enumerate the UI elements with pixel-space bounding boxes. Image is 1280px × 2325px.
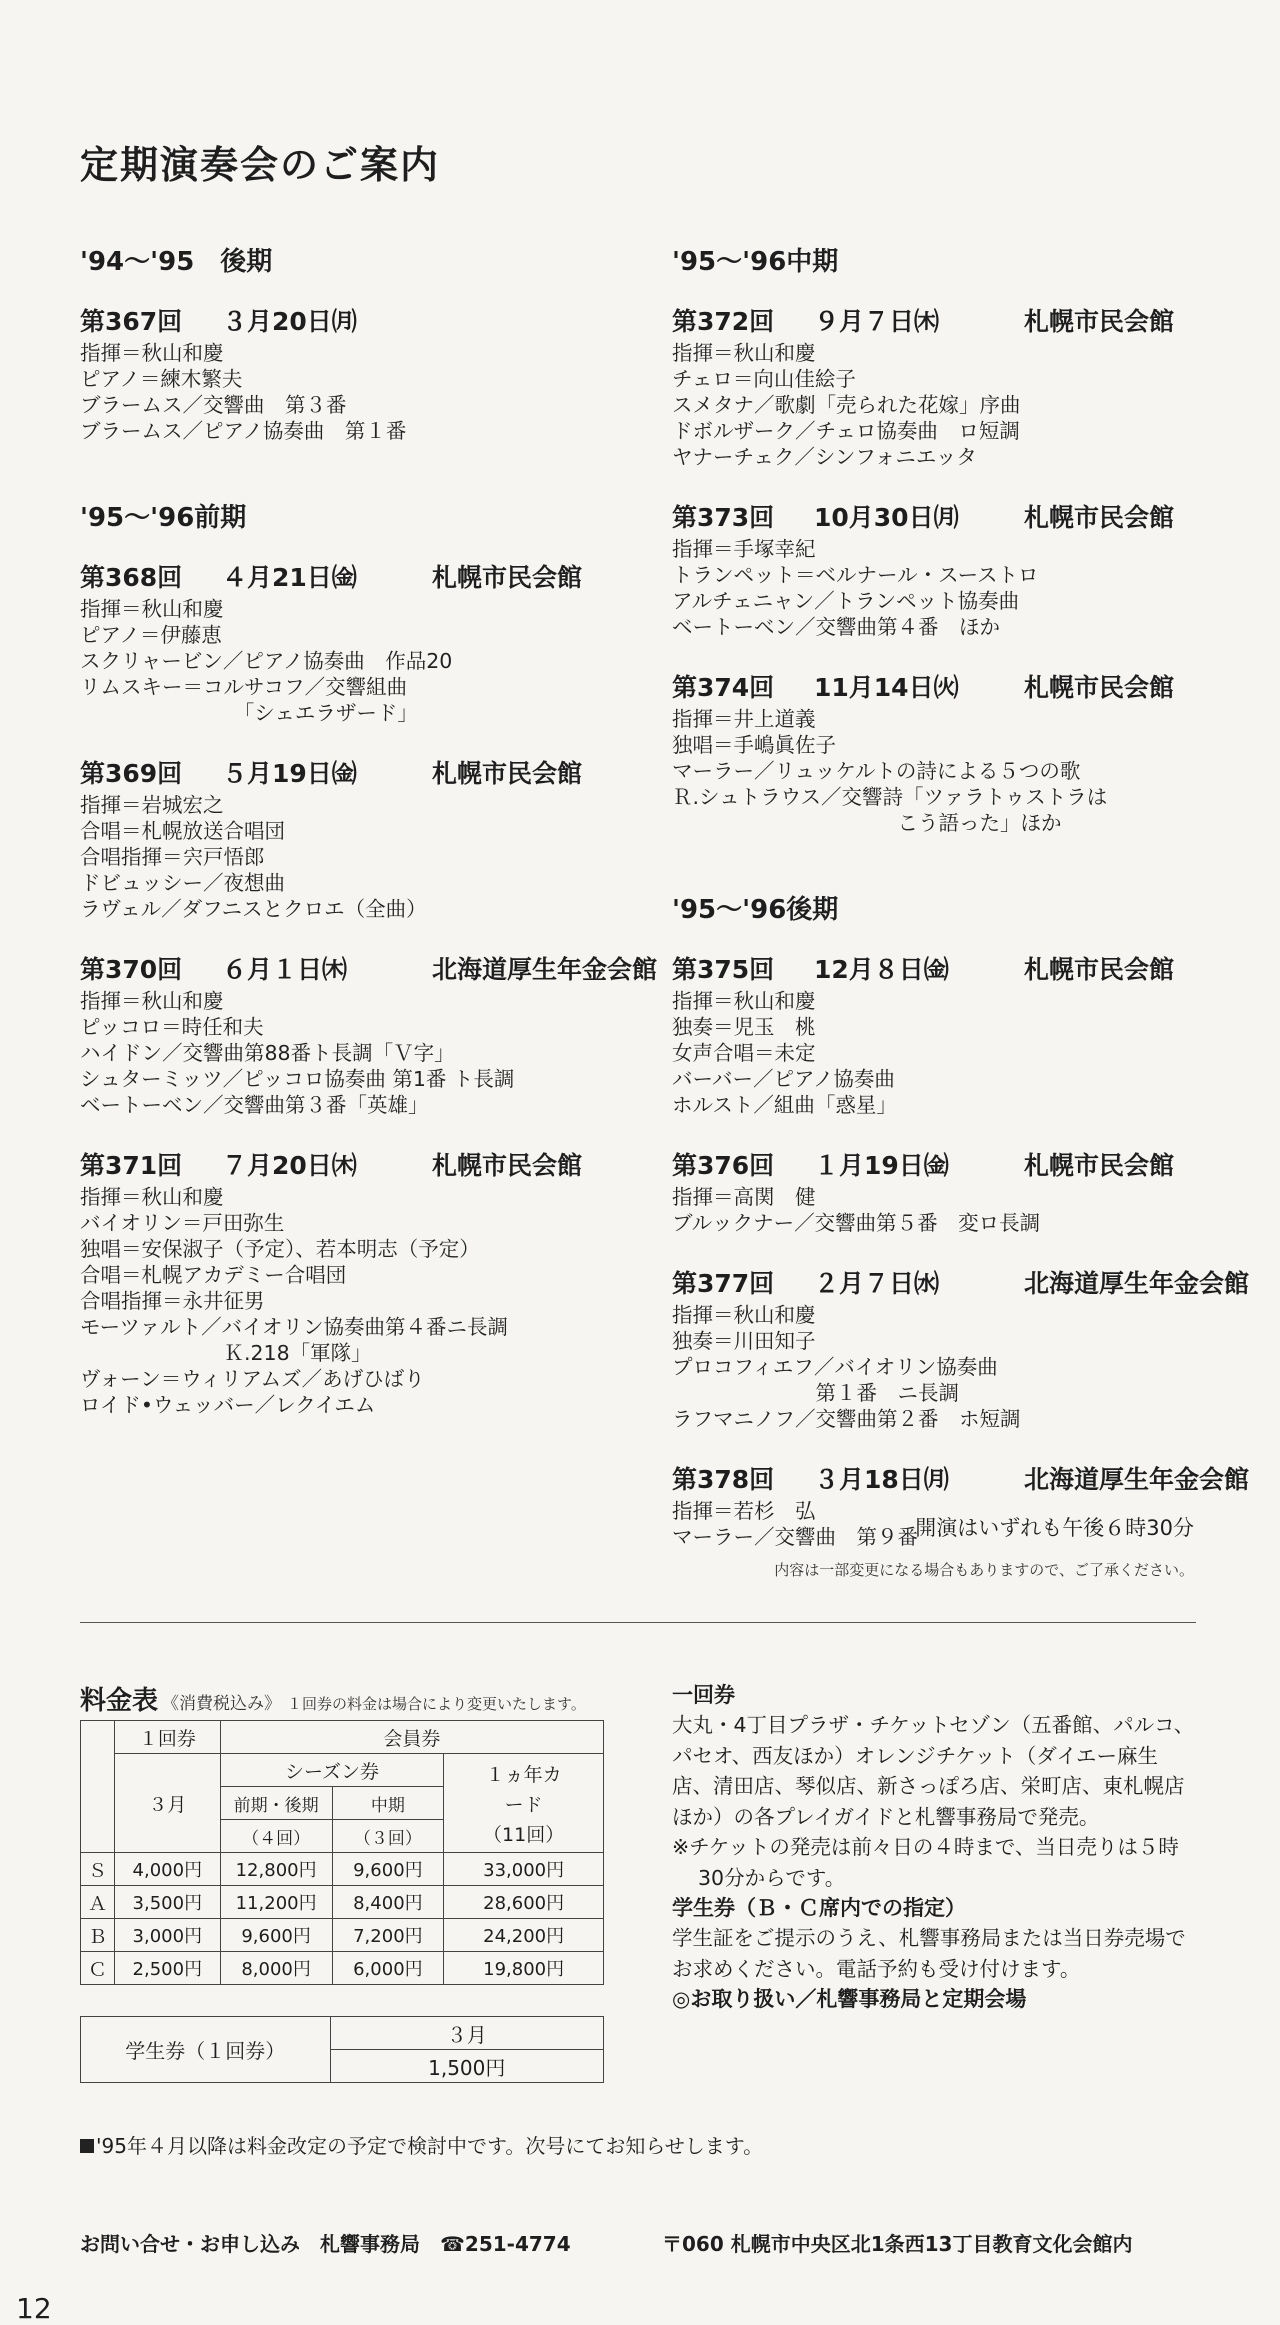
section-divider (80, 1622, 1196, 1623)
program-line: 合唱指揮＝宍戸悟郎 (80, 845, 265, 869)
price-cell-mid: 8,400円 (332, 1886, 444, 1919)
concert-date: ５月19日㈮ (222, 759, 357, 788)
concert-date: 10月30日㈪ (814, 503, 959, 532)
price-cell-seat: Ｃ (81, 1952, 115, 1985)
concert-date: ９月７日㈭ (814, 307, 940, 336)
program-line: 指揮＝秋山和慶 (672, 1303, 816, 1327)
concert-heading (672, 1266, 1250, 1302)
program-line: 女声合唱＝未定 (672, 1041, 816, 1065)
concert-date: ２月７日㈬ (814, 1269, 940, 1298)
concert-block (672, 1148, 1212, 1236)
concert-venue: 札幌市民会館 (432, 563, 583, 592)
table-corner-cell (81, 1721, 115, 1853)
program-line: ピアノ＝伊藤恵 (80, 623, 222, 647)
concert-venue: 札幌市民会館 (1024, 503, 1175, 532)
period-heading: '95〜'96前期 (80, 503, 247, 533)
program-line: 独奏＝児玉 桃 (672, 1015, 816, 1039)
program-line: マーラー／リュッケルトの詩による５つの歌 (672, 759, 1081, 783)
program-line: シュターミッツ／ピッコロ協奏曲 第1番 ト長調 (80, 1067, 515, 1091)
period-spacer (80, 474, 660, 500)
table-row (81, 1952, 604, 1985)
concert-heading (80, 952, 660, 988)
concert-heading (80, 756, 660, 792)
price-cell-single: 2,500円 (114, 1952, 220, 1985)
student-price: 1,500円 (330, 2050, 604, 2083)
price-cell-el: 9,600円 (220, 1919, 332, 1952)
program-line: ヴォーン＝ウィリアムズ／あげひばり (80, 1367, 425, 1391)
program-line: チェロ＝向山佳絵子 (672, 367, 856, 391)
program-line: 指揮＝手塚幸紀 (672, 537, 816, 561)
notice-text: '95年４月以降は料金改定の予定で検討中です。次号にてお知らせします。 (96, 2134, 764, 2158)
program-line: 指揮＝秋山和慶 (672, 341, 816, 365)
student-ticket-title: 学生券（Ｂ・Ｃ席内での指定） (672, 1896, 966, 1920)
program-line: 指揮＝高関 健 (672, 1185, 816, 1209)
concert-block (672, 500, 1212, 640)
program-line: リムスキー＝コルサコフ／交響組曲 (80, 675, 408, 699)
tax-note: 《消費税込み》 (162, 1694, 282, 1714)
concert-number: 第378回 (672, 1465, 775, 1494)
footer-contact: お問い合せ・お申し込み 札響事務局 ☎251-4774 (80, 2232, 571, 2256)
price-cell-el: 12,800円 (220, 1853, 332, 1886)
period-spacer (672, 866, 1212, 892)
single-ticket-text: 大丸・4丁目プラザ・チケットセゾン（五番館、パルコ、パセオ、西友ほか）オレンジチケット（ダイエー麻生店、清田店、琴似店、新さっぽろ店、栄町店、東札幌店ほか）の各プレイガイドと札響事務局で発売。 (672, 1713, 1195, 1829)
price-cell-mid: 9,600円 (332, 1853, 444, 1886)
table-row (81, 1919, 604, 1952)
program-line: 指揮＝秋山和慶 (80, 989, 224, 1013)
concert-date: ７月20日㈭ (222, 1151, 357, 1180)
concert-date: 11月14日㈫ (814, 673, 959, 702)
program-line: バーバー／ピアノ協奏曲 (672, 1067, 895, 1091)
concert-date: ６月１日㈭ (222, 955, 348, 984)
header-march: ３月 (114, 1754, 220, 1853)
concert-block (80, 1148, 660, 1418)
price-cell-seat: Ｂ (81, 1919, 115, 1952)
program-line: ベートーベン／交響曲第４番 ほか (672, 615, 1000, 639)
program-line: ハイドン／交響曲第88番ト長調「Ｖ字」 (80, 1041, 455, 1065)
price-cell-mid: 6,000円 (332, 1952, 444, 1985)
yearcard-label: １ヵ年カード (485, 1763, 562, 1816)
concert-venue: 北海道厚生年金会館 (1024, 1269, 1250, 1298)
program-line: Ｋ.218「軍隊」 (80, 1341, 372, 1365)
program-line: マーラー／交響曲 第９番 (672, 1525, 918, 1549)
program-line: ベートーベン／交響曲第３番「英雄」 (80, 1093, 429, 1117)
price-cell-year: 33,000円 (444, 1853, 604, 1886)
price-cell-single: 3,000円 (114, 1919, 220, 1952)
header-mid-count: （３回） (332, 1820, 444, 1853)
concert-number: 第369回 (80, 759, 183, 788)
price-cell-year: 28,600円 (444, 1886, 604, 1919)
header-yearcard (444, 1754, 604, 1853)
program-line: ピアノ＝練木繁夫 (80, 367, 243, 391)
page-number: 12 (16, 2292, 52, 2325)
concert-date: １月19日㈮ (814, 1151, 949, 1180)
concert-block (672, 952, 1212, 1118)
program-line: ドビュッシー／夜想曲 (80, 871, 285, 895)
concert-block (80, 952, 660, 1118)
concert-heading (672, 500, 1212, 536)
period-heading: '94〜'95 後期 (80, 247, 273, 277)
concert-heading (672, 1462, 1250, 1498)
price-revision-notice (80, 2130, 763, 2159)
table-row (81, 1853, 604, 1886)
price-cell-seat: Ａ (81, 1886, 115, 1919)
concert-block (80, 560, 660, 726)
price-cell-mid: 7,200円 (332, 1919, 444, 1952)
header-season: シーズン券 (220, 1754, 444, 1787)
program-line: プロコフィエフ／バイオリン協奏曲 (672, 1355, 998, 1379)
concert-venue: 北海道厚生年金会館 (1024, 1465, 1250, 1494)
program-line: ラヴェル／ダフニスとクロエ（全曲） (80, 897, 427, 921)
concert-number: 第376回 (672, 1151, 775, 1180)
page-title: 定期演奏会のご案内 (80, 143, 441, 187)
program-line: 独唱＝手嶋眞佐子 (672, 733, 836, 757)
concert-heading (80, 1148, 660, 1184)
price-change-note: １回券の料金は場合により変更いたします。 (287, 1695, 586, 1713)
program-line: 合唱＝札幌放送合唱団 (80, 819, 285, 843)
concert-block (672, 304, 1212, 470)
program-line: ドボルザーク／チェロ協奏曲 ロ短調 (672, 419, 1020, 443)
concert-number: 第371回 (80, 1151, 183, 1180)
yearcard-count: （11回） (483, 1823, 565, 1846)
concert-heading (80, 560, 660, 596)
student-month: ３月 (330, 2017, 604, 2050)
concert-heading (672, 670, 1212, 706)
program-line: 指揮＝秋山和慶 (80, 597, 224, 621)
price-table-title: 料金表 (80, 1686, 159, 1716)
concert-number: 第377回 (672, 1269, 775, 1298)
price-table (80, 1720, 604, 1985)
concert-block (80, 756, 660, 922)
concert-date: ４月21日㈮ (222, 563, 357, 592)
program-line: 指揮＝岩城宏之 (80, 793, 224, 817)
concert-number: 第374回 (672, 673, 775, 702)
single-ticket-title: 一回券 (672, 1683, 735, 1707)
program-line: ヤナーチェク／シンフォニエッタ (672, 445, 977, 469)
concert-number: 第375回 (672, 955, 775, 984)
single-ticket-note: ※チケットの発売は前々日の４時まで、当日売りは５時30分からです。 (672, 1835, 1179, 1890)
concert-number: 第367回 (80, 307, 183, 336)
concert-number: 第373回 (672, 503, 775, 532)
program-line: トランペット＝ベルナール・スーストロ (672, 563, 1039, 587)
program-line: ブラームス／ピアノ協奏曲 第１番 (80, 419, 407, 443)
concert-date: 12月８日㈮ (814, 955, 949, 984)
left-column (80, 244, 660, 1448)
program-line: Ｒ.シュトラウス／交響詩「ツァラトゥストラは (672, 785, 1108, 809)
price-cell-year: 19,800円 (444, 1952, 604, 1985)
concert-heading (672, 1148, 1212, 1184)
header-early-late: 前期・後期 (220, 1787, 332, 1820)
concert-date: ３月18日㈪ (814, 1465, 949, 1494)
concert-venue: 札幌市民会館 (1024, 307, 1175, 336)
concert-block (672, 670, 1212, 836)
program-line: アルチェニャン／トランペット協奏曲 (672, 589, 1020, 613)
program-line: スクリャービン／ピアノ協奏曲 作品20 (80, 649, 453, 673)
program-line: 「シェエラザード」 (80, 701, 418, 725)
program-line: 指揮＝秋山和慶 (80, 341, 224, 365)
program-line: モーツァルト／バイオリン協奏曲第４番ニ長調 (80, 1315, 509, 1339)
program-line: 指揮＝若杉 弘 (672, 1499, 816, 1523)
program-line: 合唱＝札幌アカデミー合唱団 (80, 1263, 347, 1287)
price-cell-single: 3,500円 (114, 1886, 220, 1919)
table-row (81, 1886, 604, 1919)
student-label: 学生券（１回券） (81, 2017, 331, 2083)
change-note: 内容は一部変更になる場合もありますので、ご了承ください。 (774, 1561, 1194, 1579)
footer-address: 〒060 札幌市中央区北1条西13丁目教育文化会館内 (662, 2232, 1133, 2256)
concert-number: 第368回 (80, 563, 183, 592)
price-table-heading (80, 1680, 586, 1717)
program-line: 第１番 ニ長調 (672, 1381, 959, 1405)
concert-date: ３月20日㈪ (222, 307, 357, 336)
program-line: スメタナ／歌劇「売られた花嫁」序曲 (672, 393, 1021, 417)
concert-heading (672, 304, 1212, 340)
price-cell-year: 24,200円 (444, 1919, 604, 1952)
concert-heading (672, 952, 1212, 988)
header-early-late-count: （４回） (220, 1820, 332, 1853)
handling-note: ◎お取り扱い／札響事務局と定期会場 (672, 1987, 1027, 2011)
period-heading: '95〜'96後期 (672, 895, 839, 925)
price-cell-seat: Ｓ (81, 1853, 115, 1886)
concert-venue: 北海道厚生年金会館 (432, 955, 658, 984)
program-line: ブラームス／交響曲 第３番 (80, 393, 347, 417)
program-line: ラフマニノフ／交響曲第２番 ホ短調 (672, 1407, 1021, 1431)
price-cell-single: 4,000円 (114, 1853, 220, 1886)
concert-venue: 札幌市民会館 (1024, 673, 1175, 702)
program-line: ブルックナー／交響曲第５番 変ロ長調 (672, 1211, 1041, 1235)
header-single: １回券 (114, 1721, 220, 1754)
program-line: こう語った」ほか (672, 811, 1062, 835)
concert-venue: 札幌市民会館 (1024, 955, 1175, 984)
start-time-note: 開演はいずれも午後６時30分 (915, 1516, 1194, 1540)
concert-venue: 札幌市民会館 (1024, 1151, 1175, 1180)
price-cell-el: 11,200円 (220, 1886, 332, 1919)
ticket-info (672, 1680, 1196, 2014)
header-mid: 中期 (332, 1787, 444, 1820)
right-column (672, 244, 1250, 1580)
concert-block (80, 304, 660, 444)
student-ticket-text: 学生証をご提示のうえ、札響事務局または当日券売場でお求めください。電話予約も受け付けます。 (672, 1926, 1186, 1981)
period-heading: '95〜'96中期 (672, 247, 839, 277)
concert-venue: 札幌市民会館 (432, 1151, 583, 1180)
program-line: 合唱指揮＝永井征男 (80, 1289, 265, 1313)
concert-block (672, 1266, 1250, 1432)
square-bullet-icon (80, 2139, 94, 2153)
concert-number: 第372回 (672, 307, 775, 336)
program-line: 指揮＝秋山和慶 (672, 989, 816, 1013)
program-line: ピッコロ＝時任和夫 (80, 1015, 264, 1039)
concert-number: 第370回 (80, 955, 183, 984)
price-cell-el: 8,000円 (220, 1952, 332, 1985)
header-member: 会員券 (220, 1721, 603, 1754)
program-line: 指揮＝秋山和慶 (80, 1185, 224, 1209)
program-line: ロイド•ウェッバー／レクイエム (80, 1393, 376, 1417)
program-line: バイオリン＝戸田弥生 (80, 1211, 285, 1235)
program-line: 独唱＝安保淑子（予定）、若本明志（予定） (80, 1237, 480, 1261)
student-price-table (80, 2016, 604, 2083)
program-line: ホルスト／組曲「惑星」 (672, 1093, 897, 1117)
concert-heading (80, 304, 660, 340)
program-line: 指揮＝井上道義 (672, 707, 816, 731)
concert-venue: 札幌市民会館 (432, 759, 583, 788)
program-line: 独奏＝川田知子 (672, 1329, 816, 1353)
